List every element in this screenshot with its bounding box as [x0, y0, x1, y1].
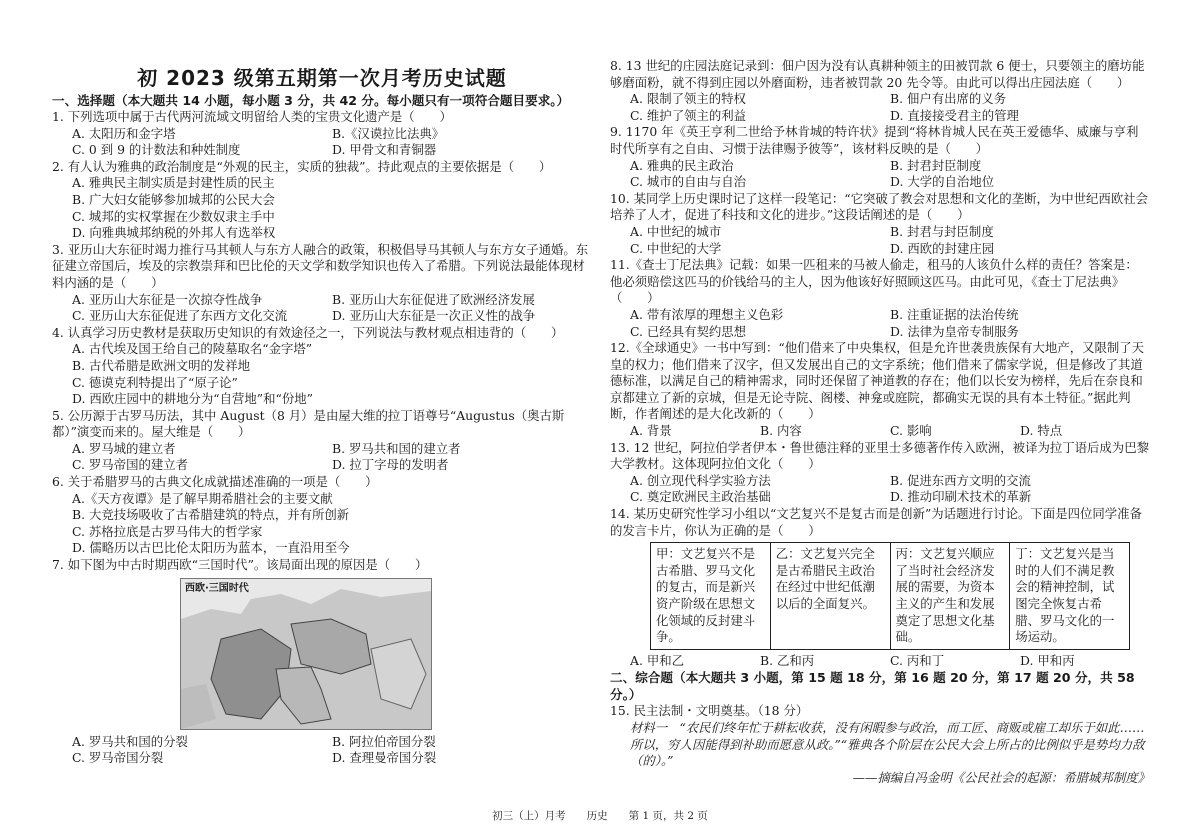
option-a: A.《天方夜谭》是了解早期希腊社会的主要文献 [72, 490, 333, 506]
option-d: D. 甲骨文和青铜器 [332, 142, 437, 158]
option-b: B. 亚历山大东征促进了欧洲经济发展 [332, 291, 535, 307]
question-stem: 12.《全球通史》一书中写到：“他们借来了中央集权，但是允许世袭贵族保有大地产，又限制了天皇的权力；他们借来了汉字，但又发展出自己的文字系统；他们借来了儒家学说，但是修改了其道德标准，以满足自己的精神需求，同时还保留了神道教的存在；他们以长安为榜样，先后在奈良和京都建立了新的京城，但是无论寺院、阁楼、神龛或庭院，都确实无误的具有本土特征。”据此判断，作者阐述的是大化改新的（ ） [610, 340, 1145, 422]
question-14 [610, 506, 1150, 669]
option-a: A. 古代埃及国王给自己的陵墓取名“金字塔” [72, 341, 313, 357]
question-6 [52, 474, 592, 557]
discussion-cards-table [650, 542, 1130, 650]
option-b: B. 封君封臣制度 [890, 157, 982, 173]
option-b: B. 乙和丙 [760, 652, 815, 668]
material-one: 材料一 “农民们终年忙于耕耘收获，没有闲暇参与政治，而工匠、商贩或雇工却乐于如此……所以，穷人因能得到补助而愿意从政。”“雅典各个阶层在公民大会上所占的比例似乎是势均力敌（的）。” [630, 719, 1145, 769]
option-a: A. 甲和乙 [630, 652, 684, 668]
option-b: B. 封君与封臣制度 [890, 223, 994, 239]
option-c: C. 城市的自由与自治 [630, 174, 747, 190]
option-c: C. 罗马帝国的建立者 [72, 457, 189, 473]
question-stem: 11.《查士丁尼法典》记载：如果一匹租来的马被人偷走，租马的人该负什么样的责任？答案是：他必须赔偿这匹马的价钱给马的主人，因为他该好好照顾这匹马。由此可见，《查士丁尼法典》（ ） [610, 257, 1138, 306]
option-d: D. 查理曼帝国分裂 [332, 750, 437, 766]
option-b: B. 注重证据的法治传统 [890, 306, 1019, 322]
question-5 [52, 408, 592, 474]
option-a: A. 雅典民主制实质是封建性质的民主 [72, 175, 275, 191]
option-c: C. 维护了领主的利益 [630, 107, 747, 123]
card-yi: 乙：文艺复兴完全是古希腊民主政治在经过中世纪低潮以后的全面复兴。 [770, 543, 890, 650]
option-a: A. 罗马共和国的分裂 [72, 733, 188, 749]
option-d: D. 推动印刷术技术的革新 [890, 489, 1032, 505]
option-b: B. 阿拉伯帝国分裂 [332, 733, 436, 749]
option-c: C. 德谟克利特提出了“原子论” [72, 374, 238, 390]
option-a: A. 带有浓厚的理想主义色彩 [630, 306, 784, 322]
option-b: B.《汉谟拉比法典》 [332, 125, 445, 141]
question-15 [610, 703, 1150, 786]
option-d: D. 特点 [1020, 423, 1063, 439]
question-stem: 3. 亚历山大东征时竭力推行马其顿人与东方人融合的政策，积极倡导马其顿人与东方女子通婚。东征建立帝国后，埃及的宗教崇拜和巴比伦的天文学和数学知识也传入了希腊。下列说法最能体现材料内涵的是（ ） [52, 241, 589, 290]
map-drawing [181, 579, 431, 729]
three-kingdoms-map [180, 578, 432, 730]
option-d: D. 直接接受君主的管理 [890, 107, 1019, 123]
card-jia: 甲：文艺复兴不是古希腊、罗马文化的复古，而是新兴资产阶级在思想文化领域的反封建斗争。 [651, 543, 771, 650]
question-10 [610, 191, 1150, 257]
option-c: C. 罗马帝国分裂 [72, 750, 164, 766]
question-11 [610, 257, 1150, 340]
page-footer: 初三（上）月考 历史 第 1 页，共 2 页 [492, 810, 708, 822]
option-d: D. 甲和丙 [1020, 652, 1075, 668]
option-c: C. 丙和丁 [890, 652, 945, 668]
option-c: C. 0 到 9 的计数法和种姓制度 [72, 142, 241, 158]
question-stem: 13. 12 世纪，阿拉伯学者伊本・鲁世德注释的亚里士多德著作传入欧洲，被译为拉丁语后成为巴黎大学教材。这体现阿拉伯文化（ ） [610, 439, 1149, 472]
question-stem: 9. 1170 年《英王亨利二世给予林肯城的特许状》提到“将林肯城人民在英王爱德华、威廉与亨利时代所享有之自由、习惯于法律赐予彼等”，该材料反映的是（ ） [610, 124, 1139, 156]
option-a: A. 背景 [630, 423, 672, 439]
card-bing: 丙：文艺复兴顺应了当时社会经济发展的需要，为资本主义的产生和发展奠定了思想文化基础。 [890, 543, 1010, 650]
question-9 [610, 124, 1150, 190]
question-3 [52, 242, 592, 325]
option-d: D. 向雅典城邦纳税的外邦人有选举权 [72, 225, 276, 241]
question-4 [52, 325, 592, 408]
card-ding: 丁：文艺复兴是当时的人们不满足教会的精神控制，试图完全恢复古希腊、罗马文化的一场运动。 [1010, 543, 1130, 650]
left-column [52, 92, 592, 767]
option-c: C. 奠定欧洲民主政治基础 [630, 489, 771, 505]
option-b: B. 佃户有出席的义务 [890, 91, 1007, 107]
question-stem: 1. 下列选项中属于古代两河流域文明留给人类的宝贵文化遗产是（ ） [52, 109, 452, 124]
option-c: C. 已经具有契约思想 [630, 323, 747, 339]
option-a: A. 中世纪的城市 [630, 223, 722, 239]
map-title: 西欧·三国时代 [185, 582, 249, 594]
question-stem: 14. 某历史研究性学习小组以“文艺复兴不是复古而是创新”为话题进行讨论。下面是四位同学准备的发言卡片，你认为正确的是（ ） [610, 506, 1142, 538]
right-column [610, 58, 1150, 786]
question-13 [610, 440, 1150, 506]
section-heading-choice: 一、选择题（本大题共 14 小题，每小题 3 分，共 42 分。每小题只有一项符合题目要求。） [52, 93, 570, 108]
option-a: A. 限制了领主的特权 [630, 91, 746, 107]
question-12 [610, 340, 1150, 440]
question-stem: 7. 如下图为中古时期西欧“三国时代”。该局面出现的原因是（ ） [52, 557, 428, 573]
option-b: B. 大竞技场吸收了古希腊建筑的特点，并有所创新 [72, 507, 350, 523]
question-stem: 4. 认真学习历史教材是获取历史知识的有效途径之一，下列说法与教材观点相违背的（ ） [52, 324, 564, 340]
option-d: D. 西欧庄园中的耕地分为“自营地”和“份地” [72, 391, 313, 407]
option-d: D. 儒略历以古巴比伦太阳历为蓝本，一直沿用至今 [72, 540, 350, 556]
option-a: A. 太阳历和金字塔 [72, 125, 176, 141]
question-8 [610, 58, 1150, 124]
option-d: D. 亚历山大东征是一次正义性的战争 [332, 308, 536, 324]
option-a: A. 亚历山大东征是一次掠夺性战争 [72, 291, 263, 307]
section-heading-comprehensive: 二、综合题（本大题共 3 小题，第 15 题 18 分，第 16 题 20 分，第 17 题 20 分，共 58 分。） [610, 670, 1135, 703]
option-d: D. 大学的自治地位 [890, 174, 995, 190]
option-c: C. 亚历山大东征促进了东西方文化交流 [72, 308, 288, 324]
option-d: D. 拉丁字母的发明者 [332, 457, 449, 473]
option-c: C. 中世纪的大学 [630, 240, 722, 256]
option-b: B. 广大妇女能够参加城邦的公民大会 [72, 191, 275, 207]
option-b: B. 古代希腊是欧洲文明的发祥地 [72, 357, 251, 373]
option-a: A. 创立现代科学实验方法 [630, 472, 771, 488]
option-c: C. 影响 [890, 423, 932, 439]
question-stem: 8. 13 世纪的庄园法庭记录到：佃户因为没有认真耕种领主的田被罚款 6 便士，只要领主的磨坊能够磨面粉，就不得到庄园以外磨面粉，违者被罚款 20 先令等。由此可以得出庄园法庭（ ） [610, 58, 1145, 90]
option-c: C. 苏格拉底是古罗马伟大的哲学家 [72, 523, 263, 539]
option-c: C. 城邦的实权掌握在少数奴隶主手中 [72, 208, 275, 224]
option-d: D. 法律为皇帝专制服务 [890, 323, 1019, 339]
question-2 [52, 159, 592, 242]
exam-title: 初 2023 级第五期第一次月考历史试题 [137, 66, 507, 90]
option-b: B. 罗马共和国的建立者 [332, 440, 461, 456]
option-b: B. 促进东西方文明的交流 [890, 472, 1031, 488]
question-stem: 6. 关于希腊罗马的古典文化成就描述准确的一项是（ ） [52, 474, 378, 490]
question-stem: 5. 公历源于古罗马历法，其中 August（8 月）是由屋大维的拉丁语尊号“Augustus（奥古斯都）”演变而来的。屋大维是（ ） [52, 407, 565, 440]
option-b: B. 内容 [760, 423, 802, 439]
question-1 [52, 109, 592, 159]
question-7 [52, 557, 592, 767]
option-a: A. 雅典的民主政治 [630, 157, 734, 173]
question-stem: 10. 某同学上历史课时记了这样一段笔记：“它突破了教会对思想和文化的垄断，为中世纪西欧社会培养了人才，促进了科技和文化的进步。”这段话阐述的是（ ） [610, 190, 1148, 223]
question-stem: 15. 民主法制・文明奠基。（18 分） [610, 703, 809, 719]
material-source: ——摘编自冯金明《公民社会的起源：希腊城邦制度》 [852, 769, 1150, 785]
question-stem: 2. 有人认为雅典的政治制度是“外观的民主，实质的独裁”。持此观点的主要依据是（ ） [52, 158, 552, 174]
option-a: A. 罗马城的建立者 [72, 440, 176, 456]
option-d: D. 西欧的封建庄园 [890, 240, 995, 256]
